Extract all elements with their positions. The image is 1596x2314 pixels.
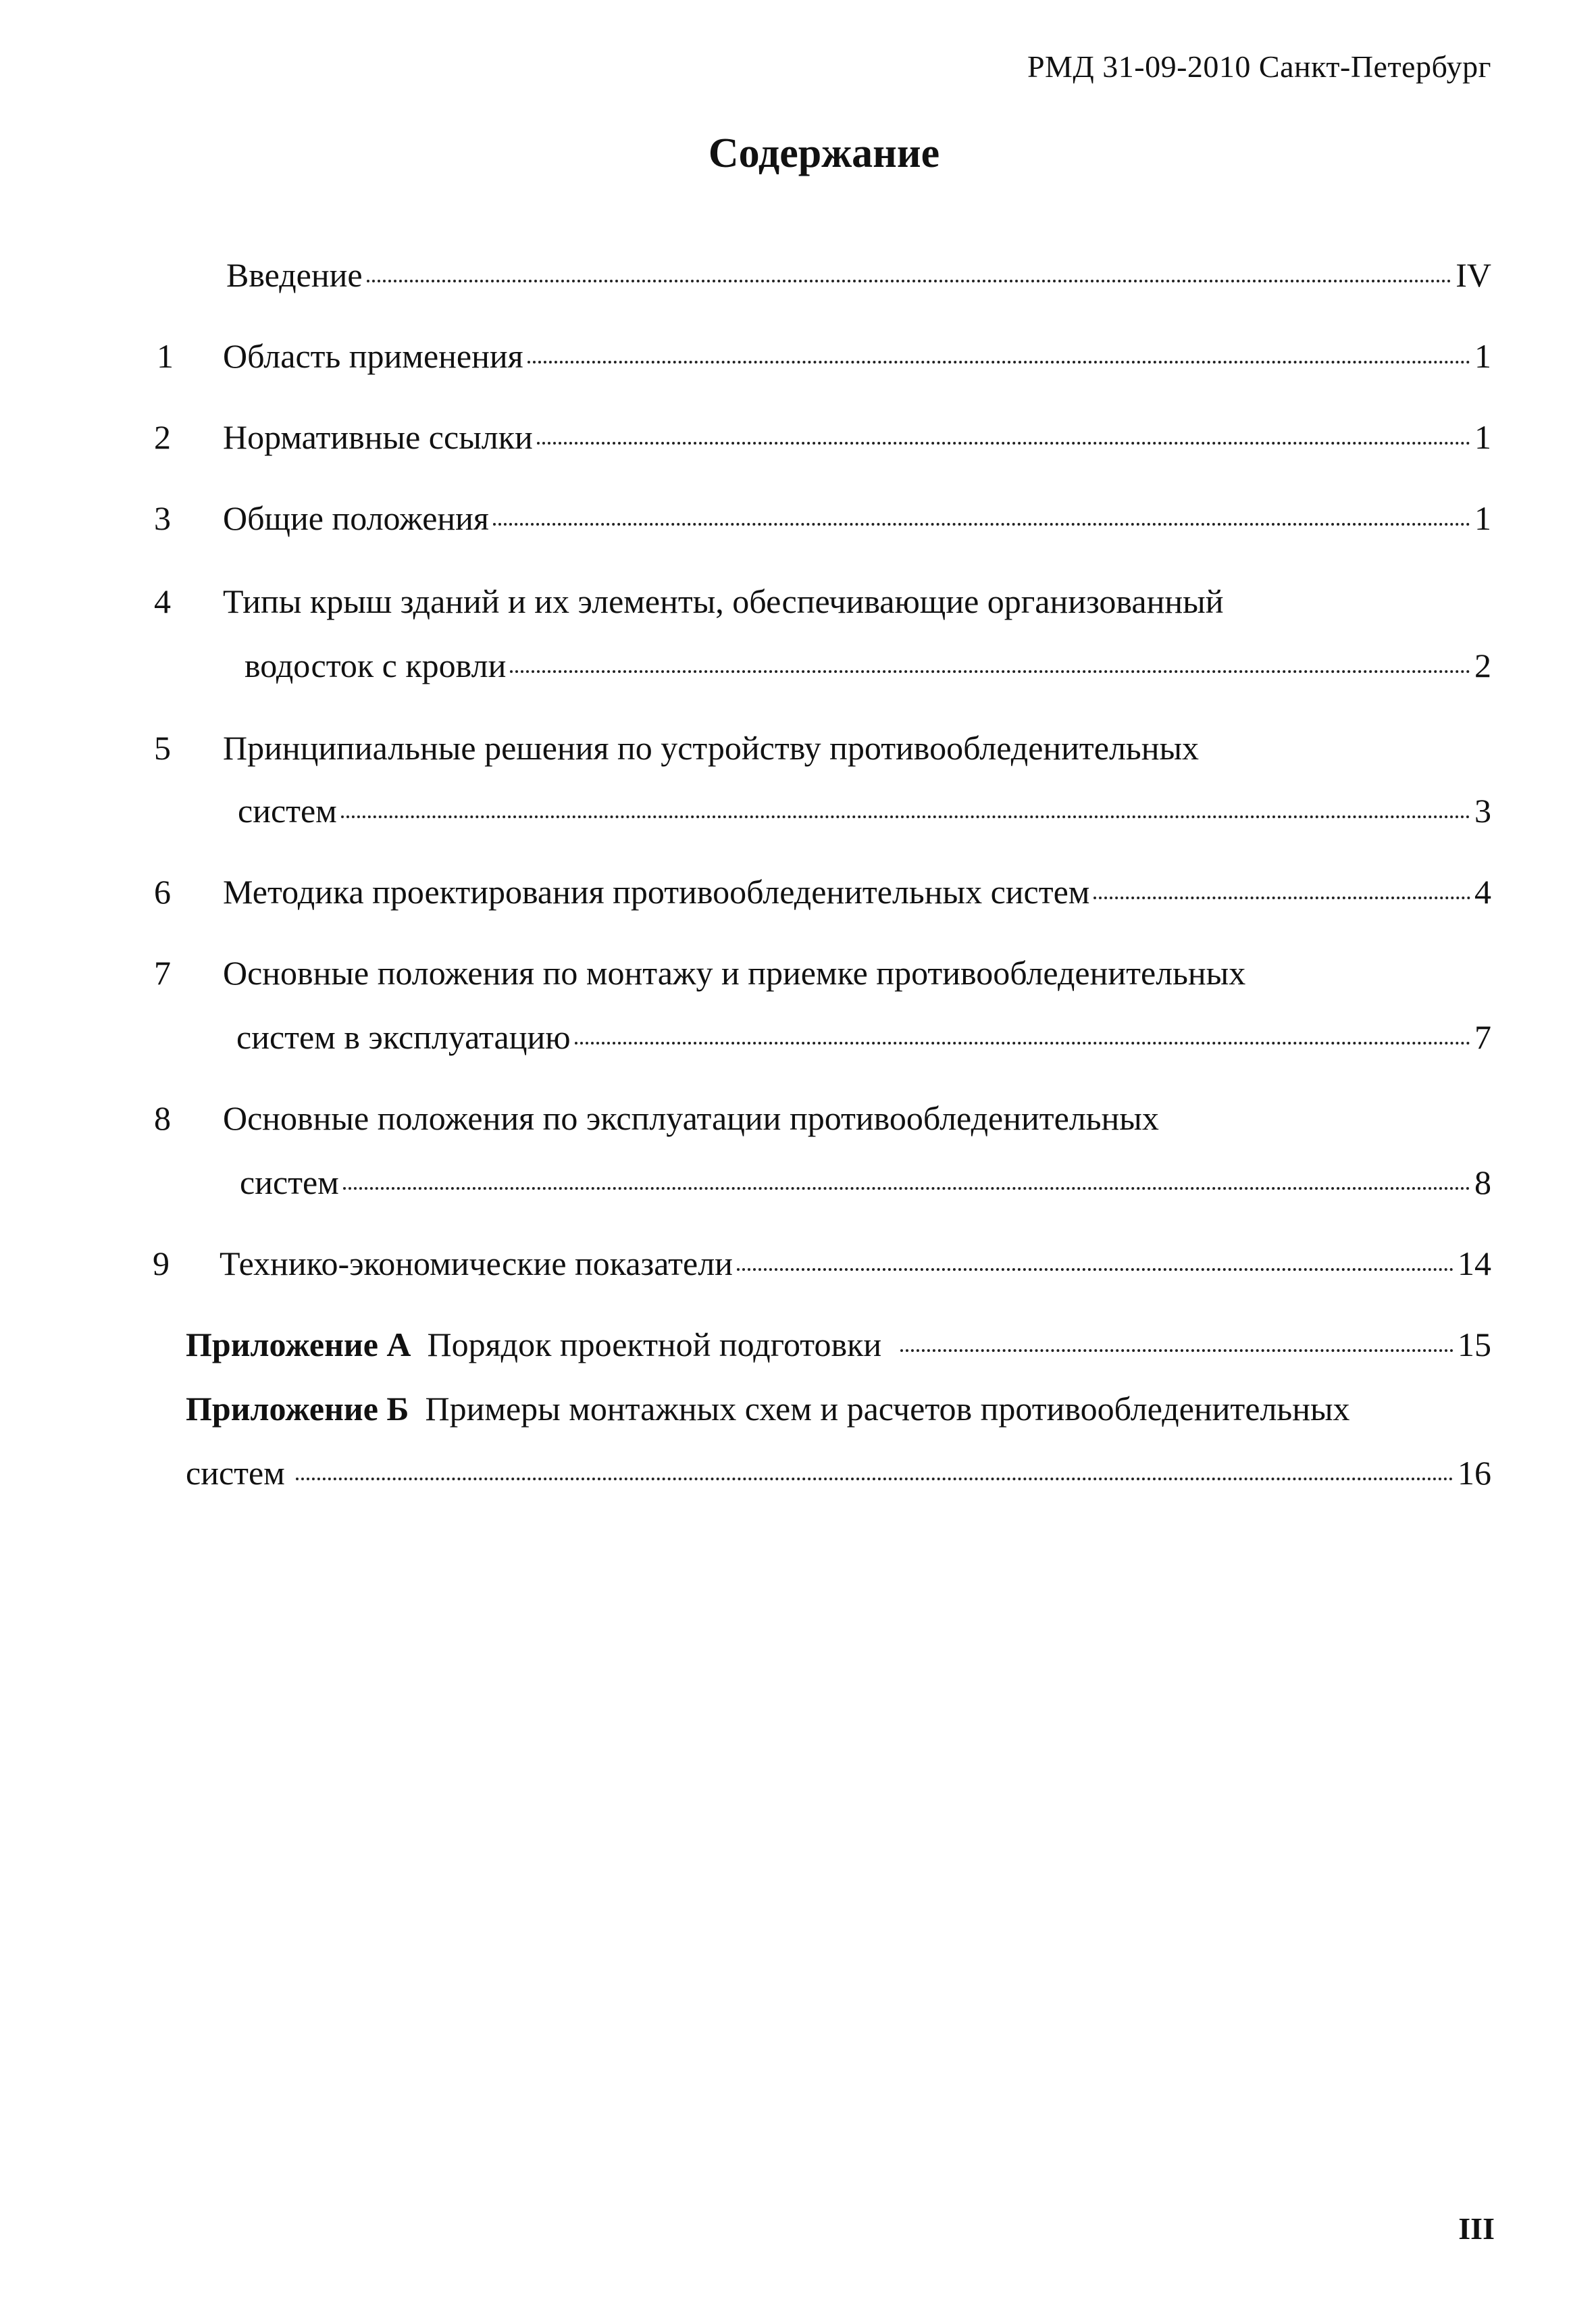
- toc-entry-6[interactable]: [223, 868, 1491, 915]
- toc-entry-appendix-a[interactable]: [186, 1321, 1491, 1368]
- toc-section-number: 7: [154, 954, 171, 992]
- toc-entry-text: Примеры монтажных схем и расчетов противообледенительных: [425, 1390, 1350, 1428]
- toc-entry-text: Нормативные ссылки: [223, 418, 533, 456]
- toc-leader-dots: [737, 1244, 1453, 1275]
- toc-leader-dots: [527, 336, 1470, 368]
- toc-entry-8[interactable]: [240, 1159, 1491, 1206]
- toc-entry-4[interactable]: [244, 642, 1491, 689]
- toc-entry-text: Порядок проектной подготовки: [427, 1326, 882, 1363]
- toc-entry-text: систем в эксплуатацию: [236, 1018, 571, 1056]
- toc-entry-5[interactable]: [238, 787, 1491, 834]
- toc-entry-3[interactable]: [223, 495, 1491, 542]
- toc-page-number: 2: [1474, 647, 1491, 684]
- appendix-label: Приложение Б: [186, 1390, 409, 1428]
- toc-entry-text: Общие положения: [223, 499, 489, 537]
- toc-section-number: 3: [154, 499, 171, 537]
- toc-entry-text: Введение: [226, 256, 363, 294]
- toc-entry-9[interactable]: [220, 1240, 1491, 1287]
- toc-page-number: 4: [1474, 873, 1491, 911]
- toc-page-number: 16: [1458, 1454, 1491, 1492]
- toc-leader-dots: [575, 1017, 1470, 1049]
- toc-page-number: 1: [1474, 499, 1491, 537]
- toc-page-number: 3: [1474, 792, 1491, 830]
- toc-leader-dots: [1093, 872, 1470, 903]
- toc-page-number: 14: [1458, 1244, 1491, 1282]
- toc-section-number: 2: [154, 418, 171, 456]
- toc-entry-text: Технико-экономические показатели: [220, 1244, 733, 1282]
- toc-section-number: 4: [154, 582, 171, 620]
- toc-leader-dots: [537, 418, 1470, 449]
- toc-leader-dots: [341, 791, 1470, 822]
- toc-section-number: 8: [154, 1099, 171, 1137]
- toc-leader-dots: [367, 255, 1452, 286]
- toc-section-number: 6: [154, 873, 171, 911]
- document-header: РМД 31-09-2010 Санкт-Петербург: [1027, 49, 1491, 84]
- toc-entry-text: Область применения: [223, 337, 523, 375]
- toc-leader-dots: [900, 1325, 1453, 1356]
- toc-page-number: 7: [1474, 1018, 1491, 1056]
- toc-entry-text-line1[interactable]: Основные положения по монтажу и приемке противообледенительных: [223, 954, 1246, 992]
- toc-entry-1[interactable]: [223, 332, 1491, 380]
- page-number-footer: III: [1458, 2211, 1495, 2246]
- toc-leader-dots: [296, 1453, 1453, 1484]
- appendix-label: Приложение А: [186, 1326, 411, 1363]
- toc-leader-dots: [343, 1163, 1470, 1194]
- toc-leader-dots: [493, 499, 1470, 530]
- toc-section-number: 1: [157, 337, 174, 375]
- page-title: Содержание: [708, 130, 940, 176]
- toc-page-number: 1: [1474, 337, 1491, 375]
- toc-entry-7[interactable]: [236, 1013, 1491, 1061]
- toc-page-number: 1: [1474, 418, 1491, 456]
- toc-entry-text: систем: [240, 1163, 339, 1201]
- toc-section-number: 5: [154, 729, 171, 767]
- toc-entry-text-line1[interactable]: Типы крыш зданий и их элементы, обеспечивающие организованный: [223, 582, 1224, 620]
- toc-entry-text: водосток с кровли: [244, 647, 507, 684]
- toc-entry-appendix-b[interactable]: [186, 1449, 1491, 1496]
- toc-entry-text-line1[interactable]: Принципиальные решения по устройству противообледенительных: [223, 729, 1200, 767]
- toc-entry-text: систем: [186, 1454, 285, 1492]
- toc-entry-text: Методика проектирования противообледенительных систем: [223, 873, 1090, 911]
- toc-entry-intro[interactable]: [226, 251, 1491, 299]
- toc-section-number: 9: [153, 1244, 170, 1282]
- toc-leader-dots: [510, 646, 1470, 677]
- toc-page-number: IV: [1456, 256, 1491, 294]
- toc-entry-text: систем: [238, 792, 337, 830]
- toc-page-number: 15: [1458, 1326, 1491, 1363]
- toc-entry-appendix-b-line1[interactable]: [186, 1385, 1350, 1432]
- toc-entry-2[interactable]: [223, 413, 1491, 461]
- toc-entry-text-line1[interactable]: Основные положения по эксплуатации противообледенительных: [223, 1099, 1159, 1137]
- toc-page-number: 8: [1474, 1163, 1491, 1201]
